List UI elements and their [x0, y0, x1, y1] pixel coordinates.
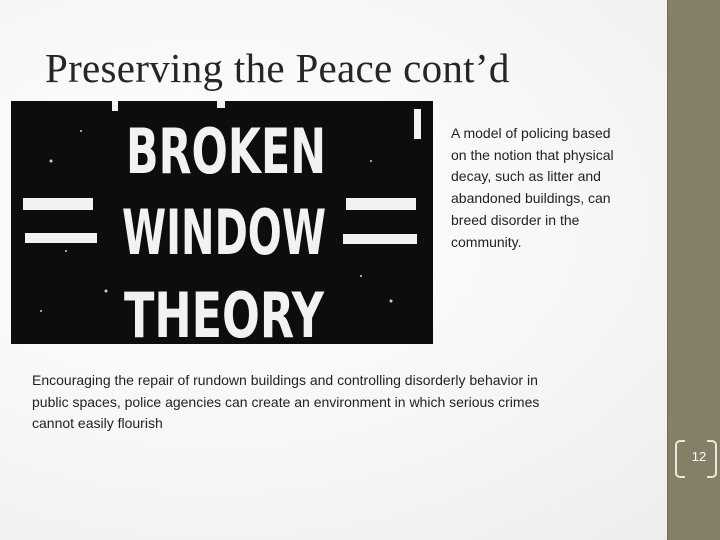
broken-window-theory-image: [11, 101, 433, 344]
image-word-theory: THEORY: [124, 279, 325, 344]
body-paragraph: Encouraging the repair of rundown buildings and controlling disorderly behavior in public spaces, police agencies can create an environment in which serious crimes cannot easily flourish: [32, 372, 540, 431]
sidebar-divider: [667, 0, 668, 540]
image-word-window: WINDOW: [122, 196, 326, 269]
image-word-broken: BROKEN: [126, 115, 326, 188]
slide-title: Preserving the Peace cont’d: [45, 45, 510, 91]
page-number: 12: [691, 449, 707, 464]
definition-text: A model of policing based on the notion that physical decay, such as litter and abandoned buildings, can breed disorder in the community.: [451, 125, 614, 250]
